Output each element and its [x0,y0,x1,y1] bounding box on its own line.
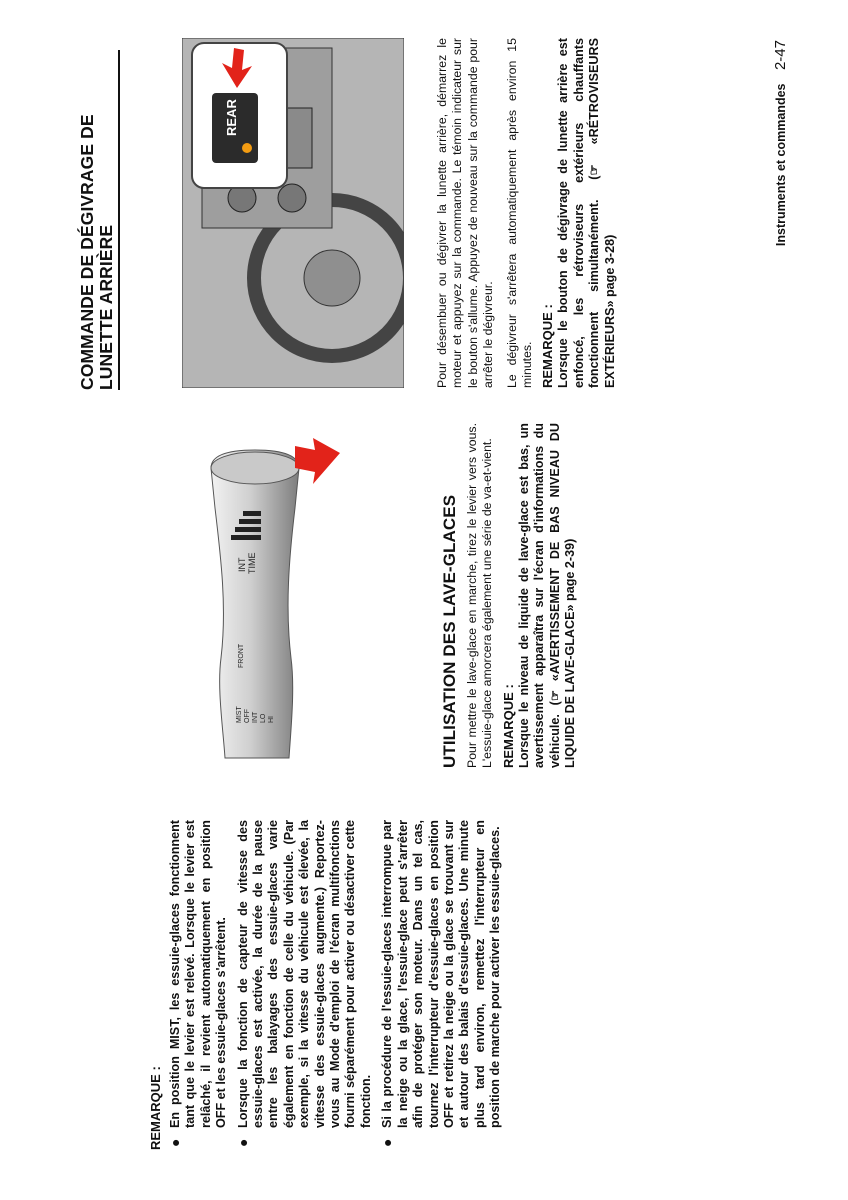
left-column [148,820,510,1150]
note-bullet-list [168,820,504,1150]
int-time-label: INT [237,557,247,572]
note-text: Lorsque le bouton de dégivrage de lunette arrière est enfoncé, les rétroviseurs extérieurs chauffants fonctionnent simultanément. (☞ «RÉTROVISEURS EXTÉRIEURS» page 3-28) [556,38,617,388]
page-footer [772,40,789,390]
right-column [78,40,120,390]
note-heading: REMARQUE : [540,304,556,388]
body-text: Le dégivreur s'arrêtera automatiquement après environ 15 minutes. [504,38,535,388]
lo-label: LO [260,713,267,723]
bullet-text: Lorsque la fonction de capteur de vitesse des essuie-glaces est activée, la durée de la pause entre les balayages des essuie-glaces varie également en fonction de celle du véhicule. (Par exemple, si la vitesse du véhicule est élevée, la vitesse des essuie-glaces augmente.) Reportez-vous au Mode d'emploi de l'écran multifonctions fourni séparément pour activer ou désactiver cette fonction. [235,820,373,1128]
bullet-icon: ● [234,1138,251,1147]
wiper-lever-illustration [145,423,360,768]
list-item [380,820,503,1150]
section-title: UTILISATION DES LAVE-GLACES [440,494,459,768]
wiper-lever-svg [145,423,360,768]
list-item [236,820,375,1150]
dashboard-svg [182,38,404,388]
note-heading: REMARQUE : [148,1066,163,1150]
bullet-text: En position MIST, les essuie-glaces fonctionnent tant que le levier est relevé. Lorsque le levier est relâché, il revient automatiquement en position OFF et les essuie-glaces s'arrêtent. [168,820,229,1128]
dashboard-illustration [182,38,404,388]
body-text: Pour mettre le lave-glace en marche, tirez le levier vers vous. L'essuie-glace amorcera également une série de va-et-vient. [465,423,495,768]
pull-arrow-icon [295,438,340,484]
off-label: OFF [244,709,251,723]
svg-text:TIME: TIME [247,552,257,574]
front-label: FRONT [238,643,245,668]
note-text: Lorsque le niveau de liquide de lave-glace est bas, un avertissement apparaîtra sur l'écran d'informations du véhicule. (☞ «AVERTISSEMENT DE BAS NIVEAU DU LIQUIDE DE LAVE-GLACE» page 2-39) [516,423,578,768]
mist-label: MIST [236,706,243,723]
indicator-light-icon [242,143,252,153]
list-item [168,820,230,1150]
section-title: COMMANDE DE DÉGIVRAGE DE LUNETTE ARRIÈRE [78,50,120,390]
body-text: Pour désembuer ou dégivrer la lunette arrière, démarrez le moteur et appuyez sur la commande. Le témoin indicateur sur le bouton s'allume. Appuyez de nouveau sur la commande pour arrêter le dégivreur. [435,38,496,388]
right-column-text [435,38,618,388]
hi-label: HI [268,716,275,723]
bullet-text: Si la procédure de l'essuie-glaces interrompue par la neige ou la glace, l'essuie-glace peut s'arrêter afin de protéger son moteur. Dans un tel cas, tournez l'interrupteur d'essuie-glaces en position OFF et retirez la neige ou la glace se trouvant sur et autour des balais d'essuie-glaces. Une minute plus tard environ, remettez l'interrupteur en position de marche pour activer les essuie-glaces. [380,820,503,1128]
footer-section: Instruments et commandes [774,83,788,247]
note-heading: REMARQUE : [500,684,516,768]
bullet-icon: ● [167,1138,183,1147]
middle-column [440,423,578,768]
rear-label: REAR [224,99,239,136]
page-number: 2-47 [772,40,789,71]
bullet-icon: ● [379,1138,396,1147]
int-label: INT [252,711,259,723]
